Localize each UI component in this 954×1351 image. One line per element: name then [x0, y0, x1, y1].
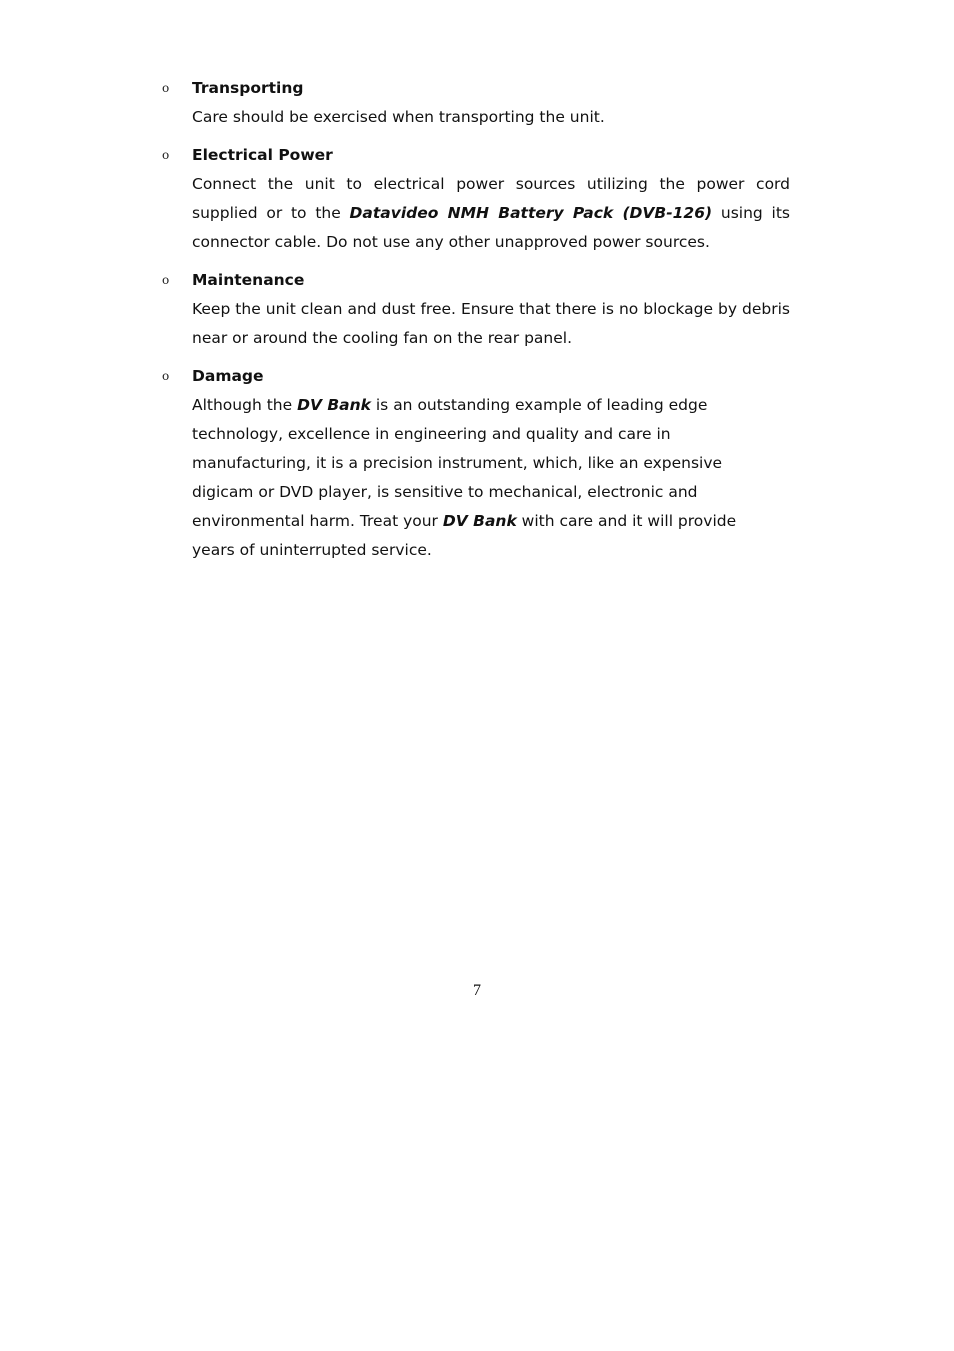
bullet-marker: o: [162, 81, 170, 95]
page-number: 7: [473, 982, 481, 999]
paragraph-text: Although the: [192, 396, 298, 414]
section-heading: Damage: [192, 367, 264, 385]
section-electrical-power: [0, 141, 790, 257]
paragraph-text: using its connector cable. Do not use any other unapproved power sources.: [192, 204, 790, 251]
section-paragraph: Care should be exercised when transporting the unit.: [192, 108, 605, 126]
section-heading: Maintenance: [192, 271, 305, 289]
product-name: Datavideo NMH Battery Pack (DVB-126): [349, 204, 713, 222]
bullet-marker: o: [162, 369, 170, 383]
section-heading: Transporting: [192, 79, 304, 97]
bullet-marker: o: [162, 273, 170, 287]
section-maintenance: [0, 266, 790, 353]
bullet-marker: o: [162, 148, 170, 162]
section-paragraph: Keep the unit clean and dust free. Ensure that there is no blockage by debris near or around the cooling fan on the rear panel.: [192, 300, 790, 347]
paragraph-line: [192, 391, 790, 420]
section-paragraph: [192, 391, 790, 565]
section-paragraph: [192, 170, 790, 257]
section-transporting: [0, 74, 790, 132]
section-heading: Electrical Power: [192, 146, 333, 164]
section-damage: [0, 362, 790, 565]
paragraph-text: Connect the unit to electrical power sources utilizing the power cord supplied or to the: [192, 175, 790, 222]
paragraph-line: digicam or DVD player, is sensitive to mechanical, electronic and: [192, 483, 698, 501]
product-name: DV Bank: [297, 396, 371, 414]
paragraph-line: technology, excellence in engineering and quality and care in: [192, 425, 671, 443]
paragraph-text: environmental harm. Treat your: [192, 512, 443, 530]
paragraph-line: years of uninterrupted service.: [192, 541, 432, 559]
paragraph-text: is an outstanding example of leading edge: [370, 396, 708, 414]
product-name: DV Bank: [442, 512, 517, 530]
document-body: [0, 74, 954, 574]
paragraph-line: [192, 507, 790, 536]
paragraph-line: manufacturing, it is a precision instrument, which, like an expensive: [192, 454, 723, 472]
paragraph-text: with care and it will provide: [516, 512, 737, 530]
